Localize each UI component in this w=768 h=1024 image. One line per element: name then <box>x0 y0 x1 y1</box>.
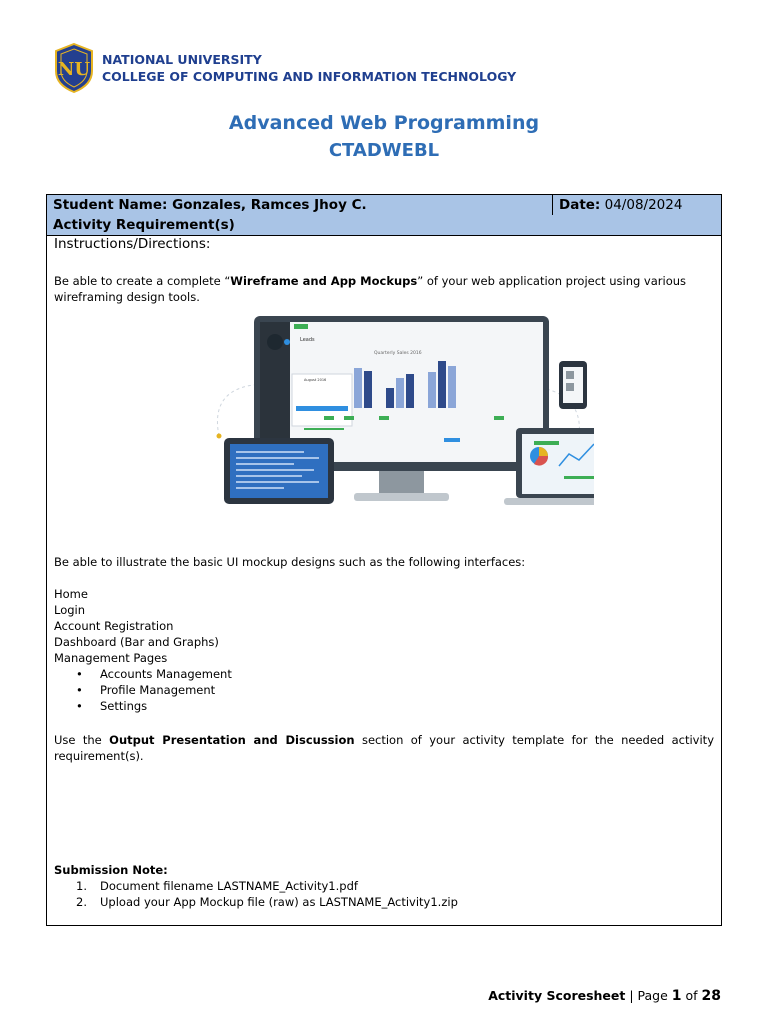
date-value: 04/08/2024 <box>604 197 683 213</box>
instruction-paragraph-1 <box>54 273 714 305</box>
footer-page-number: 1 <box>671 988 682 1004</box>
submission-item-text: Upload your App Mockup file (raw) as LASTNAME_Activity1.zip <box>100 895 458 909</box>
p3-text-bold: Output Presentation and Discussion <box>109 733 355 747</box>
student-info-row <box>47 195 721 216</box>
student-name-label: Student Name: <box>53 197 168 213</box>
submission-item <box>54 894 458 910</box>
document-header <box>52 42 516 94</box>
leads-label: Leads <box>300 337 315 343</box>
course-code: CTADWEBL <box>328 140 440 161</box>
college-name: COLLEGE OF COMPUTING AND INFORMATION TECHNOLOGY <box>102 69 517 84</box>
activity-requirement-row <box>47 215 721 236</box>
instruction-paragraph-3 <box>54 732 714 764</box>
p3-text-start: Use the <box>54 733 110 747</box>
instruction-paragraph-2: Be able to illustrate the basic UI mockup designs such as the following interfaces: <box>54 555 526 569</box>
p1-text-bold: Wireframe and App Mockups <box>230 274 418 288</box>
submission-item-number: 2. <box>76 895 87 909</box>
submission-label: Submission Note: <box>54 863 168 877</box>
date-cell <box>553 195 721 215</box>
footer-label: Activity Scoresheet <box>488 988 626 1003</box>
mockup-illustration <box>174 316 594 526</box>
management-item: • Settings <box>54 698 232 714</box>
interface-item: Management Pages <box>54 651 168 665</box>
activity-sheet <box>46 194 722 926</box>
chart-title-label: Quarterly Sales 2016 <box>374 351 422 356</box>
student-name-value: Gonzales, Ramces Jhoy C. <box>172 197 367 213</box>
student-name-cell <box>47 195 553 215</box>
management-item: • Accounts Management <box>54 666 232 682</box>
footer-page-total: 28 <box>701 988 721 1004</box>
submission-item-number: 1. <box>76 879 87 893</box>
footer-of: of <box>681 988 702 1003</box>
submission-item <box>54 878 458 894</box>
footer-separator: | Page <box>625 988 672 1003</box>
calendar-month-label: August 2016 <box>304 378 327 382</box>
interfaces-list <box>54 586 232 714</box>
interface-item: Dashboard (Bar and Graphs) <box>54 635 219 649</box>
instructions-label: Instructions/Directions: <box>54 236 211 252</box>
p3-text-end: section of your activity template for the needed activity requirement(s). <box>54 733 714 763</box>
activity-requirement-label: Activity Requirement(s) <box>53 217 235 233</box>
interface-item: Home <box>54 587 88 601</box>
university-logo-icon <box>52 43 96 93</box>
course-title: Advanced Web Programming <box>228 112 540 134</box>
university-name: NATIONAL UNIVERSITY <box>102 52 262 67</box>
svg-text:NU: NU <box>57 59 91 80</box>
management-item: • Profile Management <box>54 682 232 698</box>
p1-text-end: ” of your web application project using various wireframing design tools. <box>54 274 687 304</box>
date-label: Date: <box>559 197 601 213</box>
interface-item: Account Registration <box>54 619 174 633</box>
p1-text-start: Be able to create a complete “ <box>54 274 231 288</box>
interface-item: Login <box>54 603 86 617</box>
submission-item-text: Document filename LASTNAME_Activity1.pdf <box>100 879 358 893</box>
page-footer <box>488 988 721 1004</box>
submission-note <box>54 862 458 910</box>
